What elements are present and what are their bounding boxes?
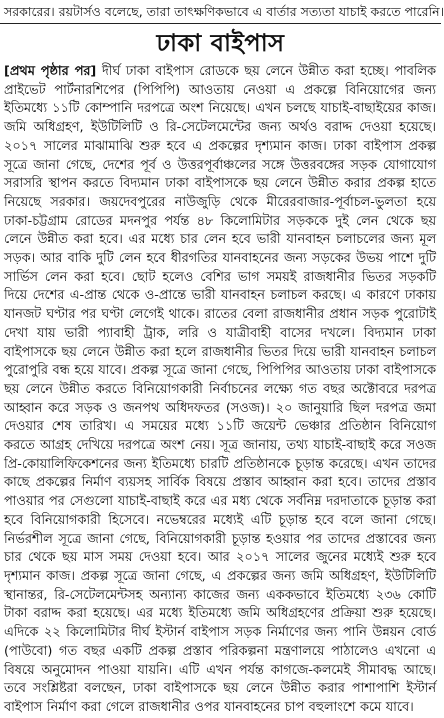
article-headline: ঢাকা বাইপাস [156,29,285,57]
continuation-marker: [প্রথম পৃষ্ঠার পর] [4,64,97,79]
previous-article-tail: সরকারের। রয়টার্সও বলেছে, তারা তাৎক্ষণিকভাবে এ বার্তার সত্যতা যাচাই করতে পারেনি। [0,0,441,24]
article-body-text: দীর্ঘ ঢাকা বাইপাস রোডকে ছয় লেনে উন্নীত করা হচ্ছে। পাবলিক প্রাইভেট পার্টনারশিপের (পিপিপি) আওতায় নেওয়া এ প্রকল্পে বিনিয়োগের জন্য ইতিমধ্যে ১১টি কোম্পানি দরপত্রে অংশ নিয়েছে। এখন চলছে যাচাই-বাছাইয়ের কাজ। জমি অধিগ্রহণ, ইউটিলিটি ও রি-সেটেলমেন্টের জন্য অর্থও বরাদ্দ দেওয়া হয়েছে। ২০১৭ সালের মাঝামাঝি শুরু হবে এ প্রকল্পের দৃশ্যমান কাজ। ঢাকা বাইপাস প্রকল্প সূত্রে জানা গেছে, দেশের পূর্ব ও উত্তরপূর্বাঞ্চলের সঙ্গে উত্তরবঙ্গের সড়ক যোগাযোগ সরাসরি স্থাপন করতে বিদ্যমান ঢাকা বাইপাসকে ছয় লেনে উন্নীত করার প্রকল্প হাতে নিয়েছে সরকার। জয়দেবপুরের নাউজুড়ি থেকে মীরেরবাজার-পূর্বাচল-ভুলতা হয়ে ঢাকা-চট্টগ্রাম রোডের মদনপুর পর্যন্ত ৪৮ কিলোমিটার সড়ককে দুই লেন থেকে ছয় লেনে উন্নীত করা হবে। এর মধ্যে চার লেন হবে ভারী যানবাহন চলাচলের জন্য মূল সড়ক। আর বাকি দুটি লেন হবে ধীরগতির যানবাহনের জন্য সড়কের উভয় পাশে দুটি সার্ভিস লেন করা হবে। ছোট হলেও বেশির ভাগ সময়ই রাজধানীর ভিতর সড়কটি দিয়ে দেশের এ-প্রান্ত থেকে ও-প্রান্তে ভারী যানবাহন চলাচল করছে। এ কারণে ঢাকায় যানজট ঘণ্টার পর ঘণ্টা লেগেই থাকে। রাতের বেলা রাজধানীর প্রধান সড়ক পুরোটাই দেখা যায় ভারী প্যাবাহী ট্রাক, লরি ও যাত্রীবাহী বাসের দখলে। বিদ্যমান ঢাকা বাইপাসকে ছয় লেনে উন্নীত করা হলে রাজধানীর ভিতর দিয়ে ভারী যানবাহন চলাচল পুরোপুরি বন্ধ হয়ে যাবে। প্রকল্প সূত্রে জানা গেছে, পিপিপির আওতায় ঢাকা বাইপাসকে ছয় লেনে উন্নীত করতে বিনিয়োগকারী নির্বাচনের লক্ষ্যে গত বছর অক্টোবরে দরপত্র আহ্বান করে সড়ক ও জনপথ অধিদফতর (সওজ)। ২০ জানুয়ারি ছিল দরপত্র জমা দেওয়ার শেষ তারিখ। এ সময়ের মধ্যে ১১টি জয়েন্ট ভেঞ্চার প্রতিষ্ঠান বিনিয়োগ করতে আগ্রহ দেখিয়ে দরপত্রে অংশ নেয়। সূত্র জানায়, তথ্য যাচাই-বাছাই করে সওজ প্রি-কোয়ালিফিকেশনের জন্য ইতিমধ্যে চারটি প্রতিষ্ঠানকে চূড়ান্ত করেছে। এখন তাদের কাছে প্রকল্পের নির্মাণ ব্যয়সহ সার্বিক বিষয়ে প্রস্তাব আহ্বান করা হবে। তাদের প্রস্তাব পাওয়ার পর সেগুলো যাচাই-বাছাই করে এর মধ্য থেকে সর্বনিম্ন দরদাতাকে চূড়ান্ত করা হবে বিনিয়োগকারী হিসেবে। নভেম্বরের মধ্যেই এটি চূড়ান্ত হবে বলে জানা গেছে। নির্ভরশীল সূত্রে জানা গেছে, বিনিয়োগকারী চূড়ান্ত হওয়ার পর তাদের প্রস্তাবের জন্য চার থেকে ছয় মাস সময় দেওয়া হবে। আর ২০১৭ সালের জুনের মধ্যেই শুরু হবে দৃশ্যমান কাজ। প্রকল্প সূত্রে জানা গেছে, এ প্রকল্পের জন্য জমি অধিগ্রহণ, ইউটিলিটি স্থানান্তর, রি-সেটেলমেন্টসহ অন্যান্য কাজের জন্য এককভাবে ইতিমধ্যে ২৩৬ কোটি টাকা বরাদ্দ করা হয়েছে। এর মধ্যে ইতিমধ্যে জমি অধিগ্রহণের প্রক্রিয়া শুরু হয়েছে। এদিকে ২২ কিলোমিটার দীর্ঘ ইস্টার্ন বাইপাস সড়ক নির্মাণের জন্য পানি উন্নয়ন বোর্ড (পাউবো) গত বছর একটি প্রকল্প প্রস্তাব পরিকল্পনা মন্ত্রণালয়ে পাঠালেও এখনো এ বিষয়ে অনুমোদন পাওয়া যায়নি। এটি এখন পর্যন্ত কাগজে-কলমেই সীমাবদ্ধ আছে। তবে সংশ্লিষ্টরা বলছেন, ঢাকা বাইপাসকে ছয় লেনে উন্নীত করার পাশাপাশি ইস্টার্ন বাইপাস নির্মাণ করা গেলে রাজধানীর ওপর যানবাহনের চাপ বহুলাংশে কমে যাবে। [4,64,437,715]
article-body [4,63,437,715]
